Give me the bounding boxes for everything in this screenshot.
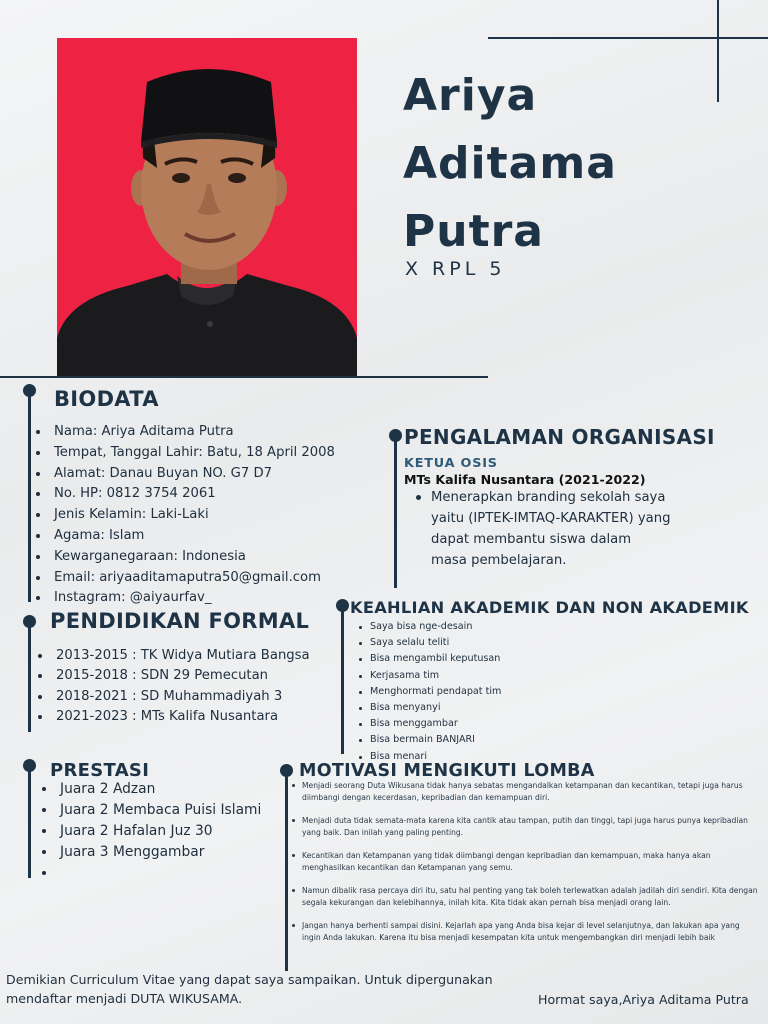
top-rule (488, 37, 768, 39)
achievement-item: Juara 2 Membaca Puisi Islami (34, 800, 261, 821)
achievement-item (34, 863, 261, 884)
motivation-item: Menjadi seorang Duta Wikusana tidak hanya sebatas mengandalkan ketampanan dan kecantikan, tetapi juga harus diimbangi dengan kecerdasan, kepribadian dan kemampuan diri. (288, 780, 760, 803)
achievements-list (34, 779, 261, 884)
name-line-middle: Aditama (403, 138, 617, 189)
biodata-heading: BIODATA (54, 387, 159, 411)
signature: Hormat saya,Ariya Aditama Putra (538, 992, 749, 1007)
biodata-item: Agama: Islam (28, 526, 335, 547)
motivation-list (288, 780, 760, 955)
skill-item: Bisa menari (356, 749, 501, 765)
biodata-item: No. HP: 0812 3754 2061 (28, 484, 335, 505)
skills-timeline (341, 606, 344, 754)
skill-item: Kerjasama tim (356, 668, 501, 684)
biodata-item: Jenis Kelamin: Laki-Laki (28, 505, 335, 526)
education-list (30, 646, 310, 728)
biodata-list (28, 422, 335, 609)
photo-divider (0, 376, 488, 378)
motivation-item: Namun dibalik rasa percaya diri itu, satu hal penting yang tak boleh terlewatkan adalah jadilah diri sendiri. Kita dengan segala kekurangan dan kelebihannya, inilah kita. Kita tidak akan pernah bisa menjadi orang lain. (288, 885, 760, 908)
achievement-item: Juara 2 Adzan (34, 779, 261, 800)
skill-item: Saya bisa nge-desain (356, 619, 501, 635)
biodata-item: Kewarganegaraan: Indonesia (28, 547, 335, 568)
organization-desc-line: yaitu (IPTEK-IMTAQ-KARAKTER) yang (431, 511, 671, 526)
motivation-item: Menjadi duta tidak semata-mata karena kita cantik atau tampan, putih dan tinggi, tapi juga harus punya kepribadian yang baik. Dan inilah yang paling penting. (288, 815, 760, 838)
organization-place: MTs Kalifa Nusantara (2021-2022) (404, 472, 646, 487)
motivation-item: Jangan hanya berhenti sampai disini. Kejarlah apa yang Anda bisa kejar di level selanjutnya, dan lakukan apa yang ingin Anda lakukan. Karena itu bisa menjadi kesempatan kita untuk mengembangkan diri menjadi lebih baik (288, 920, 760, 943)
achievements-heading: PRESTASI (50, 760, 150, 781)
person-portrait-icon (57, 38, 357, 376)
organization-desc-line: Menerapkan branding sekolah saya (431, 490, 666, 505)
organization-heading: PENGALAMAN ORGANISASI (404, 425, 715, 449)
closing-statement: Demikian Curriculum Vitae yang dapat saya sampaikan. Untuk dipergunakan mendaftar menjadi DUTA WIKUSAMA. (6, 972, 493, 1006)
skill-item: Bisa bermain BANJARI (356, 732, 501, 748)
skill-item: Menghormati pendapat tim (356, 684, 501, 700)
class-label: X RPL 5 (405, 258, 506, 280)
motivation-heading: MOTIVASI MENGIKUTI LOMBA (299, 761, 595, 781)
achievement-item: Juara 2 Hafalan Juz 30 (34, 821, 261, 842)
organization-description (431, 487, 691, 571)
skill-item: Bisa mengambil keputusan (356, 651, 501, 667)
biodata-item: Nama: Ariya Aditama Putra (28, 422, 335, 443)
education-item: 2015-2018 : SDN 29 Pemecutan (30, 666, 310, 686)
organization-role: KETUA OSIS (404, 456, 498, 471)
organization-timeline (394, 436, 397, 588)
name-line-first: Ariya (403, 70, 538, 121)
organization-desc-line: masa pembelajaran. (431, 553, 567, 568)
organization-desc-bullet (416, 495, 421, 500)
education-item: 2021-2023 : MTs Kalifa Nusantara (30, 707, 310, 727)
achievement-item: Juara 3 Menggambar (34, 842, 261, 863)
skills-list (356, 619, 501, 765)
profile-photo (57, 38, 357, 376)
full-name (403, 62, 723, 266)
biodata-item: Instagram: @aiyaurfav_ (28, 588, 335, 609)
biodata-item: Tempat, Tanggal Lahir: Batu, 18 April 2008 (28, 443, 335, 464)
education-item: 2018-2021 : SD Muhammadiyah 3 (30, 687, 310, 707)
education-item: 2013-2015 : TK Widya Mutiara Bangsa (30, 646, 310, 666)
organization-desc-line: dapat membantu siswa dalam (431, 532, 632, 547)
biodata-item: Alamat: Danau Buyan NO. G7 D7 (28, 464, 335, 485)
skill-item: Saya selalu teliti (356, 635, 501, 651)
skills-heading: KEAHLIAN AKADEMIK DAN NON AKADEMIK (350, 598, 749, 617)
biodata-item: Email: ariyaaditamaputra50@gmail.com (28, 568, 335, 589)
motivation-item: Kecantikan dan Ketampanan yang tidak diimbangi dengan kepribadian dan kemampuan, maka hanya akan menghasilkan kecantikan dan Ketampanan yang semu. (288, 850, 760, 873)
skill-item: Bisa menyanyi (356, 700, 501, 716)
skill-item: Bisa menggambar (356, 716, 501, 732)
education-heading: PENDIDIKAN FORMAL (50, 609, 310, 633)
achievements-timeline (28, 766, 31, 878)
name-line-last: Putra (403, 206, 544, 257)
